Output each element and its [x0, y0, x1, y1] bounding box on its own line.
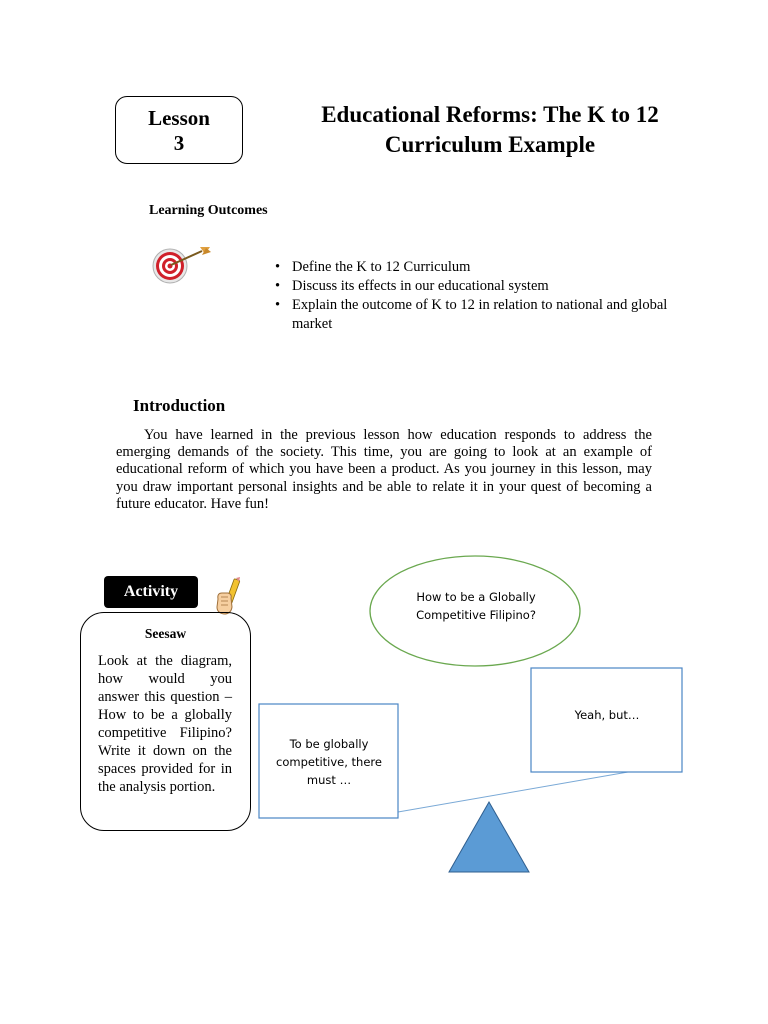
title-line-1: Educational Reforms: The K to 12 [321, 102, 659, 127]
introduction-paragraph: You have learned in the previous lesson how education responds to address the emerging demands of the society. This time, you are going to look at an example of educational reform of which you have been a product. As you journey in this lesson, may you draw important personal insights and be able to relate it in your quest of becoming a future educator. Have fun! [116, 427, 652, 512]
seesaw-beam [398, 772, 628, 812]
outcome-item: • Define the K to 12 Curriculum [272, 258, 672, 277]
left-box-text: To be globally competitive, there must … [276, 737, 382, 787]
title-line-2: Curriculum Example [384, 132, 596, 157]
seesaw-fulcrum [449, 802, 529, 872]
right-box-text: Yeah, but… [574, 708, 640, 722]
outcome-item: • Explain the outcome of K to 12 in relation to national and global market [272, 296, 672, 334]
learning-outcomes-heading: Learning Outcomes [149, 203, 268, 218]
activity-title: Seesaw [144, 626, 187, 641]
introduction-heading: Introduction [133, 396, 226, 415]
outcome-item: • Discuss its effects in our educational system [272, 277, 672, 296]
activity-instructions: Look at the diagram, how would you answer this question – How to be a globally competitive Filipino? Write it down on the spaces provided for in the analysis portion. [98, 653, 232, 795]
diagram-question-text: How to be a Globally Competitive Filipino? [416, 590, 536, 622]
lesson-number: 3 [173, 131, 185, 155]
lesson-label: Lesson [148, 106, 210, 130]
activity-tag: Activity [104, 576, 198, 608]
